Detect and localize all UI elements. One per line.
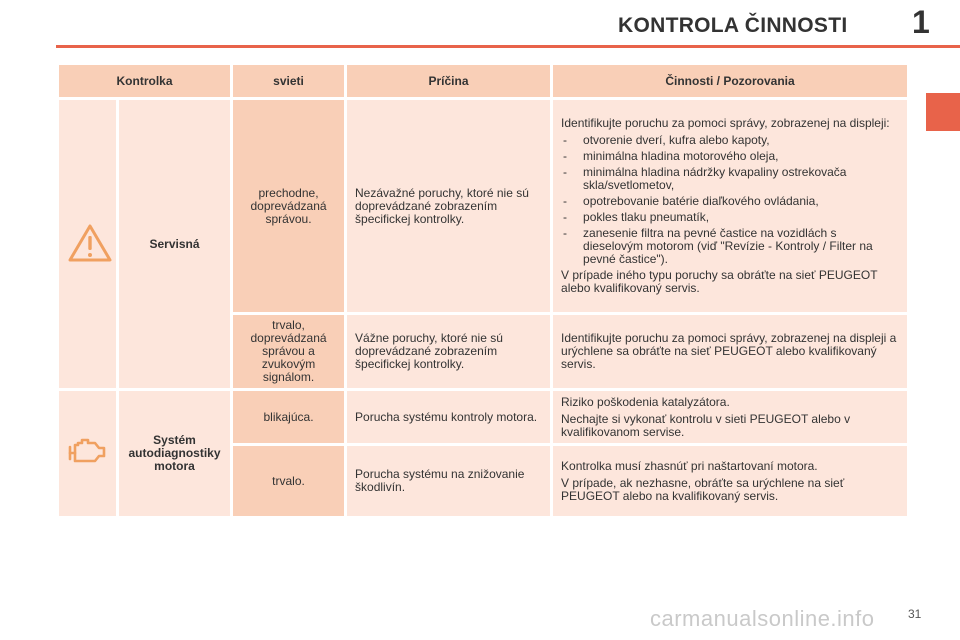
chapter-number: 1 (912, 4, 930, 40)
cause: Porucha systému kontroly motora. (347, 391, 550, 443)
table-header-row (59, 65, 907, 97)
list-item: - otvorenie dverí, kufra alebo kapoty, (561, 134, 899, 147)
lit-state: blikajúca. (233, 391, 344, 443)
lit-state: prechodne, doprevádzaná správou. (233, 100, 344, 312)
list-item: - pokles tlaku pneumatík, (561, 211, 899, 224)
action-intro: Identifikujte poruchu za pomoci správy, zobrazenej na displeji: (561, 116, 890, 130)
action-list (561, 134, 899, 266)
list-item: - minimálna hladina motorového oleja, (561, 150, 899, 163)
action (553, 100, 907, 312)
action-line: Nechajte si vykonať kontrolu v sieti PEUGEOT alebo v kvalifikovanom servise. (561, 411, 851, 439)
action (553, 446, 907, 516)
action-line: Kontrolka musí zhasnúť pri naštartovaní motora. (561, 458, 818, 473)
list-item: - zanesenie filtra na pevné častice na vozidlách s dieselovým motorom (viď "Revízie - Kontroly / Filter na pevné častice"). (561, 227, 899, 266)
list-item: - minimálna hladina nádržky kvapaliny ostrekovača skla/svetlometov, (561, 166, 899, 192)
cause: Nezávažné poruchy, ktoré nie sú doprevádzané zobrazením špecifickej kontrolky. (347, 100, 550, 312)
table-row (59, 391, 907, 443)
watermark: carmanualsonline.info (650, 606, 875, 631)
cause: Porucha systému na znižovanie škodlivín. (347, 446, 550, 516)
action: Identifikujte poruchu za pomoci správy, zobrazenej na displeji a urýchlene sa obráťte na sieť PEUGEOT alebo kvalifikovaný servis. (553, 315, 907, 388)
cause: Vážne poruchy, ktoré nie sú doprevádzané zobrazením špecifickej kontrolky. (347, 315, 550, 388)
action-line: Riziko poškodenia katalyzátora. (561, 394, 730, 409)
chapter-tab[interactable] (926, 93, 960, 131)
action (553, 391, 907, 443)
lit-state: trvalo, doprevádzaná správou a zvukovým signálom. (233, 315, 344, 388)
warning-light-icon-cell (59, 391, 116, 516)
warning-light-name: Servisná (119, 100, 230, 388)
header-divider (56, 45, 960, 48)
action-outro: V prípade iného typu poruchy sa obráťte na sieť PEUGEOT alebo kvalifikovaný servis. (561, 268, 878, 295)
page-number: 31 (908, 607, 922, 621)
page-title: KONTROLA ČINNOSTI (618, 14, 848, 37)
list-item: - opotrebovanie batérie diaľkového ovládania, (561, 195, 899, 208)
warning-light-name: Systém autodiagnostiky motora (119, 391, 230, 516)
column-header-kontrolka: Kontrolka (59, 65, 230, 97)
table-row (59, 100, 907, 312)
engine-icon (68, 437, 108, 467)
column-header-svieti: svieti (233, 65, 344, 97)
warning-light-icon-cell (59, 100, 116, 388)
warning-lights-table (56, 62, 910, 519)
warning-triangle-icon (67, 223, 113, 263)
column-header-cinnosti: Činnosti / Pozorovania (553, 65, 907, 97)
lit-state: trvalo. (233, 446, 344, 516)
column-header-pricina: Príčina (347, 65, 550, 97)
action-line: V prípade, ak nezhasne, obráťte sa urýchlene na sieť PEUGEOT alebo na kvalifikovaný servis. (561, 475, 845, 503)
